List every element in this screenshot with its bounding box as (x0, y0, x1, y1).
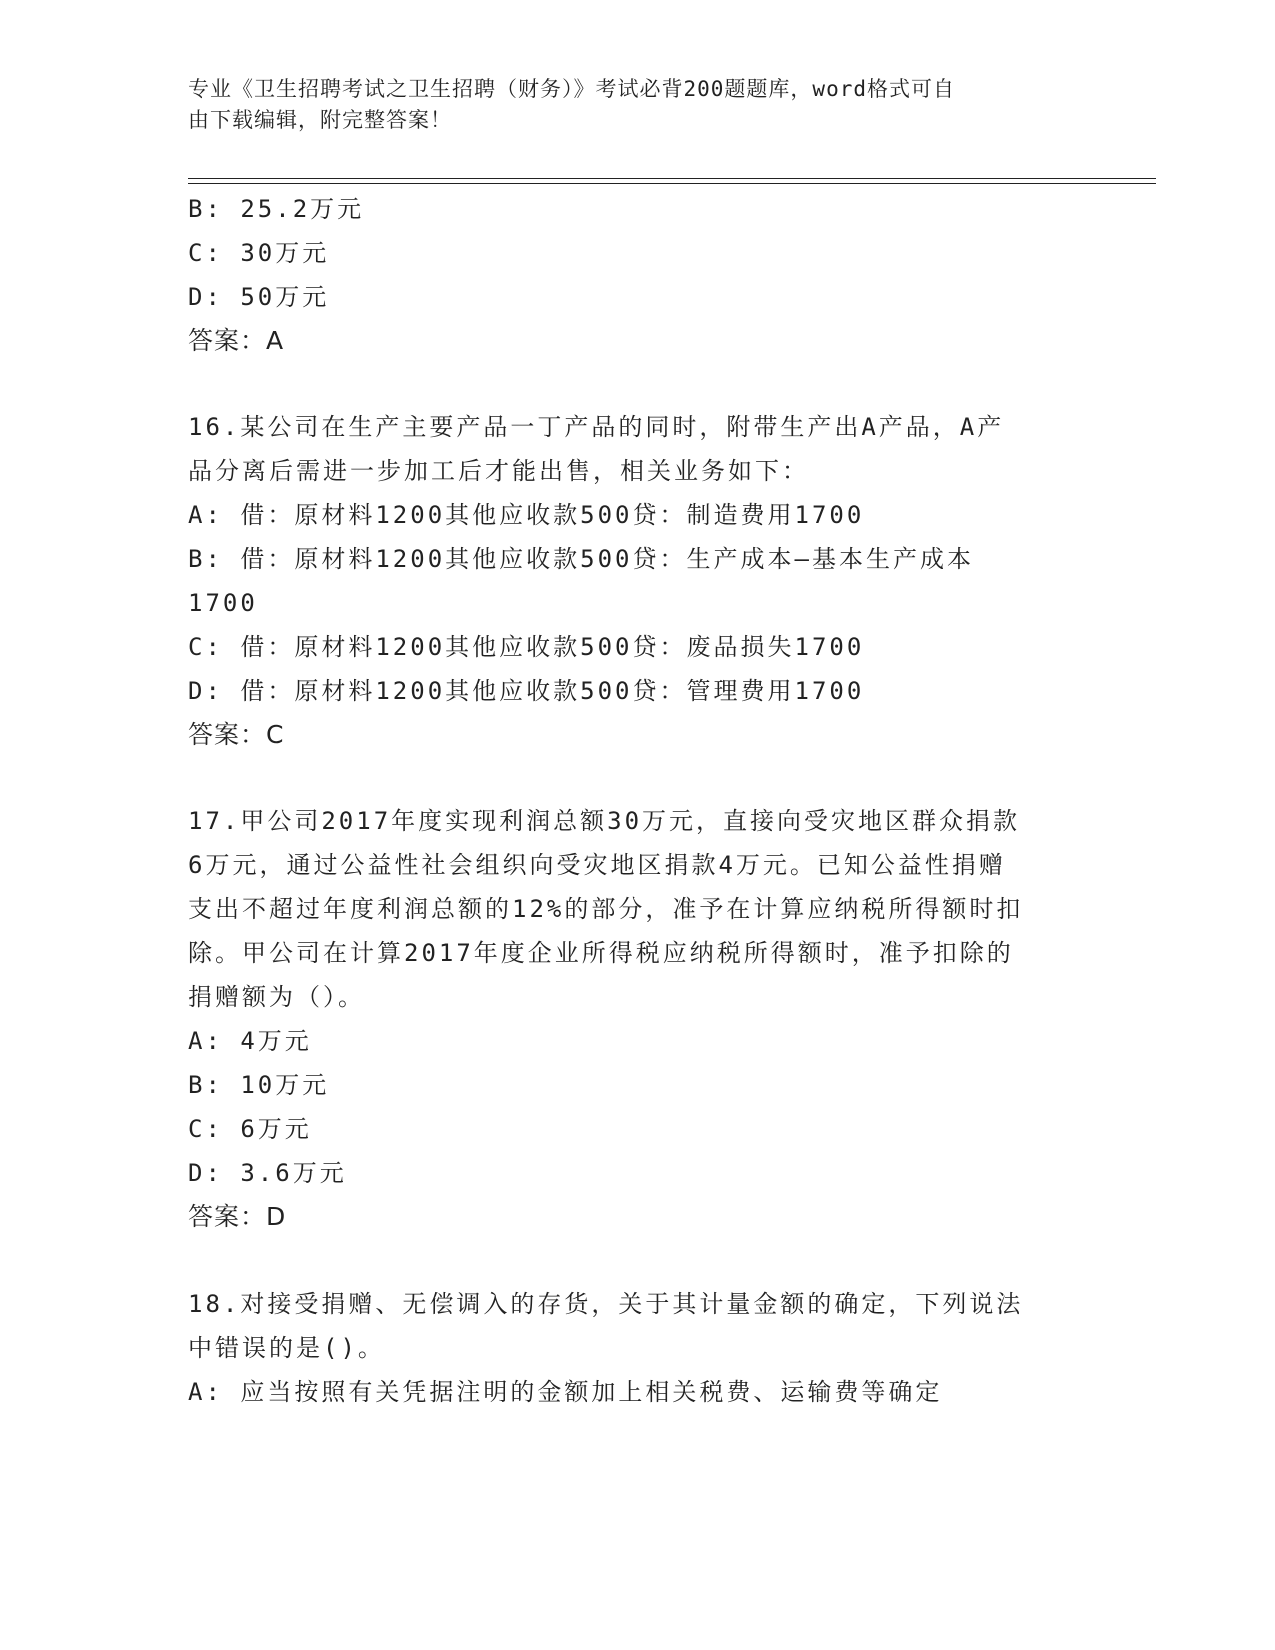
q16-stem-line-2: 品分离后需进一步加工后才能出售，相关业务如下： (188, 457, 809, 485)
header-line-2: 由下载编辑，附完整答案！ (188, 108, 452, 132)
q16-option-d: D: 借：原材料1200其他应收款500贷：管理费用1700 (188, 677, 865, 705)
q16-answer: 答案：C (188, 720, 285, 749)
q15-option-c: C: 30万元 (188, 239, 330, 267)
q16-option-a: A: 借：原材料1200其他应收款500贷：制造费用1700 (188, 501, 865, 529)
q18-stem-line-2: 中错误的是()。 (188, 1334, 385, 1362)
header-divider-top (188, 178, 1156, 179)
q17-stem-line-2: 6万元，通过公益性社会组织向受灾地区捐款4万元。已知公益性捐赠 (188, 851, 1006, 879)
q17-option-a: A: 4万元 (188, 1027, 312, 1055)
q15-option-b: B: 25.2万元 (188, 195, 365, 223)
q17-option-c: C: 6万元 (188, 1115, 312, 1143)
q18-option-a: A: 应当按照有关凭据注明的金额加上相关税费、运输费等确定 (188, 1378, 943, 1406)
q17-answer: 答案：D (188, 1202, 287, 1231)
header-line-1: 专业《卫生招聘考试之卫生招聘（财务）》考试必背200题题库，word格式可自 (188, 77, 955, 101)
q17-stem-line-1: 17.甲公司2017年度实现利润总额30万元，直接向受灾地区群众捐款 (188, 807, 1021, 835)
q15-option-d: D: 50万元 (188, 283, 330, 311)
q17-stem-line-4: 除。甲公司在计算2017年度企业所得税应纳税所得额时，准予扣除的 (188, 939, 1014, 967)
q16-option-c: C: 借：原材料1200其他应收款500贷：废品损失1700 (188, 633, 865, 661)
q18-stem-line-1: 18.对接受捐赠、无偿调入的存货，关于其计量金额的确定，下列说法 (188, 1290, 1024, 1318)
q16-option-b-line-2: 1700 (188, 589, 258, 617)
q17-option-d: D: 3.6万元 (188, 1159, 347, 1187)
q16-option-b-line-1: B: 借：原材料1200其他应收款500贷：生产成本—基本生产成本 (188, 545, 974, 573)
q17-stem-line-5: 捐赠额为（）。 (188, 983, 365, 1011)
document-header (188, 74, 1068, 136)
q17-option-b: B: 10万元 (188, 1071, 330, 1099)
q16-stem-line-1: 16.某公司在生产主要产品一丁产品的同时，附带生产出A产品，A产 (188, 413, 1005, 441)
q15-answer: 答案：A (188, 326, 285, 355)
header-divider-bottom (188, 183, 1156, 184)
q17-stem-line-3: 支出不超过年度利润总额的12%的部分，准予在计算应纳税所得额时扣 (188, 895, 1024, 923)
